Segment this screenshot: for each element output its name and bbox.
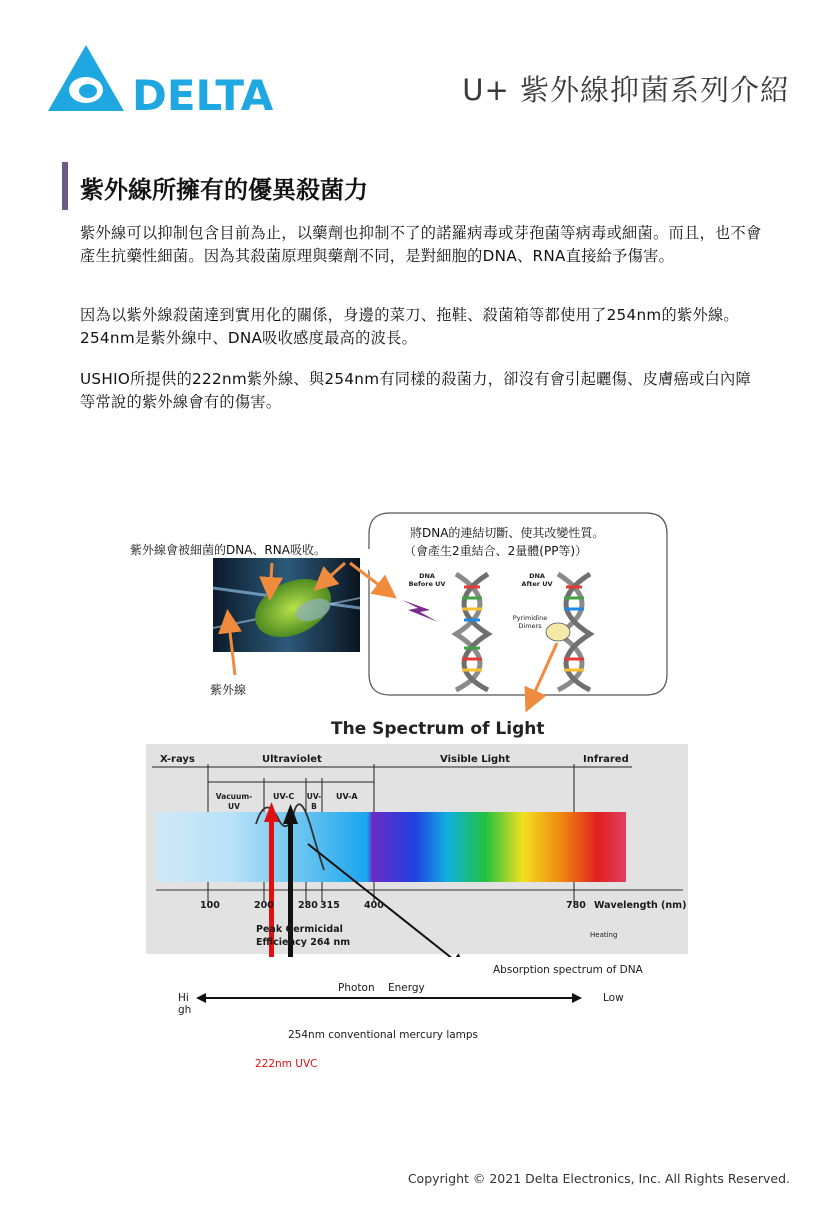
high-label: High [178,992,192,1016]
peak-label-1: Peak Germicidal [256,924,343,935]
bacteria-absorb-label: 紫外線會被細菌的DNA、RNA吸收。 [130,543,326,557]
document-title: U+ 紫外線抑菌系列介紹 [462,73,790,107]
dna-before-label: DNA Before UV [408,572,446,588]
tick-200: 200 [254,900,274,911]
bubble-line-2: （會產生2重結合、2量體(PP等)） [404,544,588,558]
low-label: Low [603,992,624,1004]
uvc-222-label: 222nm UVC [255,1058,318,1070]
photon-energy-label: Photon Energy [338,982,425,994]
spectrum-figure [138,712,693,957]
band-vacuum-uv: Vacuum-UV [215,792,253,811]
uv-label: 紫外線 [210,683,247,697]
band-uva: UV-A [336,792,358,801]
delta-logo [48,45,273,117]
band-xrays: X-rays [160,754,195,765]
bubble-line-1: 將DNA的連結切斷、使其改變性質。 [410,526,605,540]
wavelength-axis-label: Wavelength (nm) [594,900,687,911]
band-ultraviolet: Ultraviolet [262,754,322,765]
photon-energy-arrow [196,990,582,1009]
paragraph-1: 紫外線可以抑制包含目前為止，以藥劑也抑制不了的諾羅病毒或芽孢菌等病毒或細菌。而且，也不會產生抗藥性細菌。因為其殺菌原理與藥劑不同，是對細胞的DNA、RNA直接給予傷害。 [80,224,762,265]
pyrimidine-dimers-label: Pyrimidine Dimers [512,614,548,630]
spectrum-title: The Spectrum of Light [331,719,545,739]
band-uvc: UV-C [273,792,295,801]
band-visible: Visible Light [440,754,511,765]
copyright-footer: Copyright © 2021 Delta Electronics, Inc. All Rights Reserved. [407,1171,790,1186]
absorption-label: Absorption spectrum of DNA [493,964,643,976]
paragraph-3: USHIO所提供的222nm紫外線、與254nm有同樣的殺菌力，卻沒有會引起曬傷、皮膚癌或白內障等常說的紫外線會有的傷害。 [80,370,752,411]
section-title: 紫外線所擁有的優異殺菌力 [80,176,368,204]
band-uvb: UV-B [306,792,322,811]
logo-text: DELTA [132,71,273,113]
heating-label: Heating [590,931,618,939]
dna-after-label: DNA After UV [521,572,553,588]
band-infrared: Infrared [583,754,629,765]
tick-100: 100 [200,900,220,911]
tick-780: 780 [566,900,586,911]
section-accent-bar [62,162,68,210]
mercury-lamp-label: 254nm conventional mercury lamps [288,1029,479,1041]
paragraph-2: 因為以紫外線殺菌達到實用化的關係，身邊的菜刀、拖鞋、殺菌箱等都使用了254nm的紫外線。254nm是紫外線中、DNA吸收感度最高的波長。 [80,306,739,347]
peak-label-2: Efficiency 264 nm [256,937,351,948]
tick-315: 315 [320,900,340,911]
tick-400: 400 [364,900,384,911]
orange-annotation-arrows [200,555,560,715]
tick-280: 280 [298,900,318,911]
